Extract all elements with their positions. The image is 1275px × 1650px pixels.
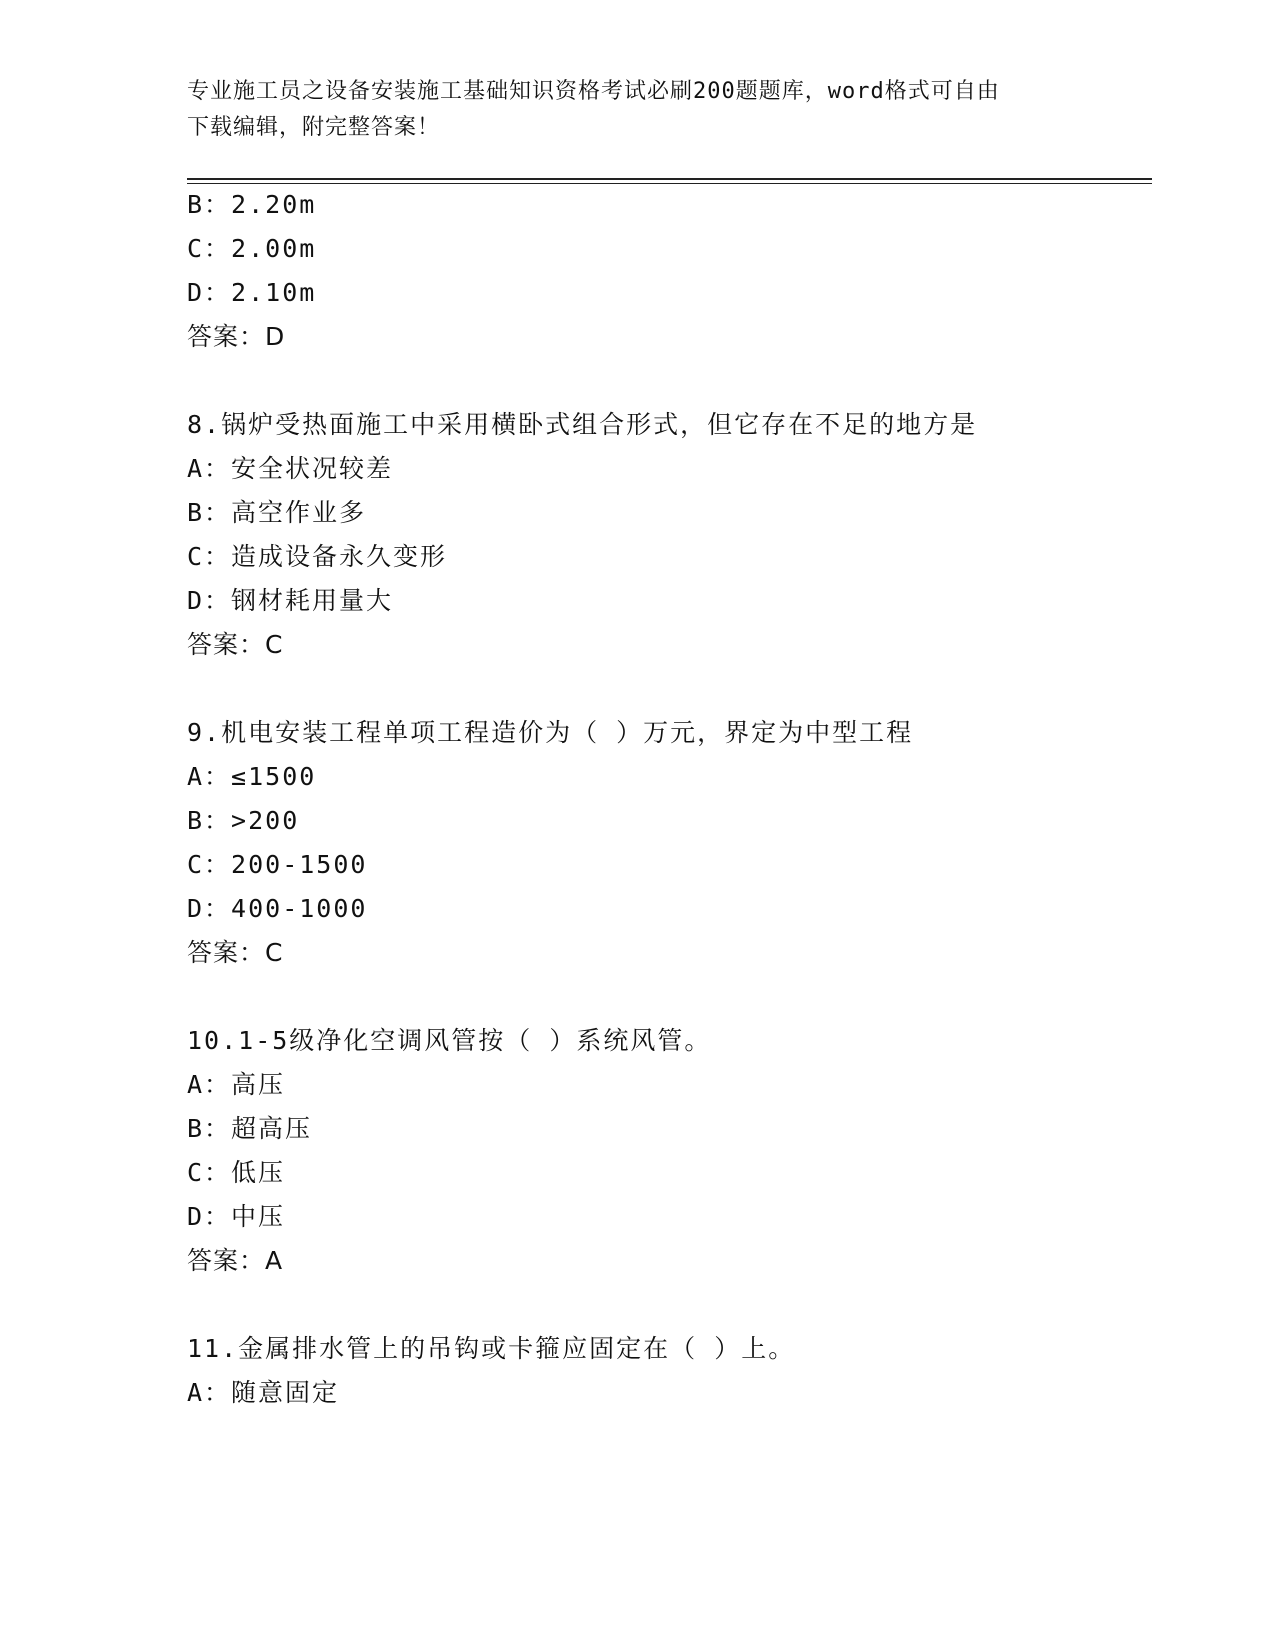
option-a: A：安全状况较差	[187, 454, 394, 483]
answer-line: 答案：C	[187, 938, 284, 967]
header-title-line-1: 专业施工员之设备安装施工基础知识资格考试必刷200题题库，word格式可自由	[187, 79, 1000, 104]
option-c: C：200-1500	[187, 850, 368, 879]
option-b: B：超高压	[187, 1114, 313, 1143]
question-stem: 11.金属排水管上的吊钩或卡箍应固定在（ ）上。	[187, 1334, 796, 1363]
answer-line: 答案：C	[187, 630, 284, 659]
option-a: A：≤1500	[187, 762, 317, 791]
question-stem: 10.1-5级净化空调风管按（ ）系统风管。	[187, 1026, 712, 1055]
page-header	[187, 74, 1087, 146]
answer-line: 答案：D	[187, 322, 286, 351]
option-b: B：>200	[187, 806, 300, 835]
header-divider-thin	[187, 183, 1152, 184]
option-b: B：高空作业多	[187, 498, 367, 527]
header-divider	[187, 178, 1152, 180]
option-d: D：钢材耗用量大	[187, 586, 394, 615]
answer-line: 答案：A	[187, 1246, 284, 1275]
option-d: D：2.10m	[187, 278, 317, 307]
option-c: C：造成设备永久变形	[187, 542, 448, 571]
option-d: D：400-1000	[187, 894, 368, 923]
option-c: C：2.00m	[187, 234, 317, 263]
option-a: A：随意固定	[187, 1378, 340, 1407]
option-c: C：低压	[187, 1158, 286, 1187]
question-stem: 9.机电安装工程单项工程造价为（ ）万元，界定为中型工程	[187, 718, 914, 747]
header-title-line-2: 下载编辑，附完整答案！	[187, 115, 441, 140]
option-b: B：2.20m	[187, 190, 317, 219]
option-a: A：高压	[187, 1070, 286, 1099]
question-stem: 8.锅炉受热面施工中采用横卧式组合形式，但它存在不足的地方是	[187, 410, 978, 439]
option-d: D：中压	[187, 1202, 286, 1231]
